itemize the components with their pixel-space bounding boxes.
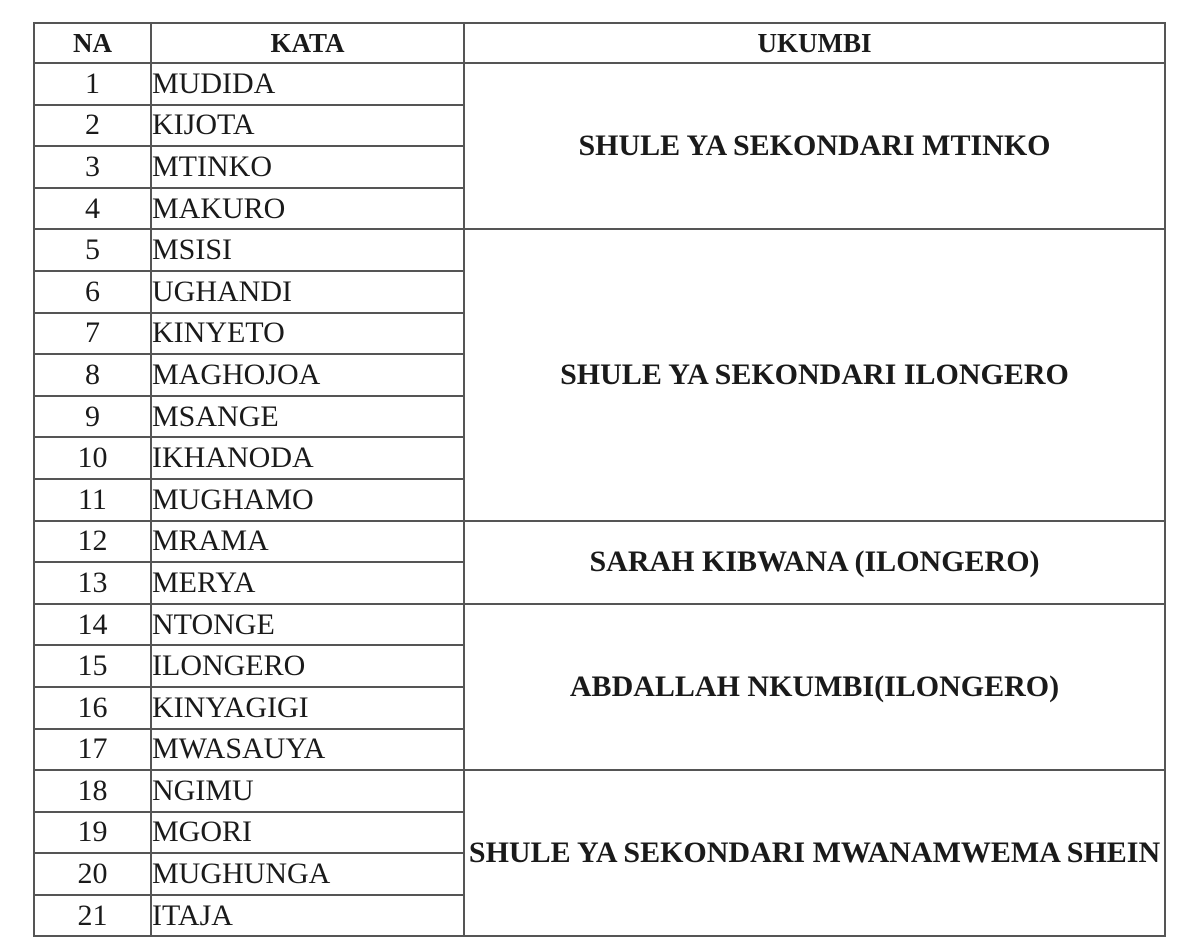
row-number: 14 xyxy=(34,604,151,646)
header-ukumbi: UKUMBI xyxy=(464,23,1165,63)
ward-name: KIJOTA xyxy=(151,105,464,147)
header-kata: KATA xyxy=(151,23,464,63)
wards-venues-table xyxy=(33,22,1166,937)
table-row xyxy=(34,63,1165,105)
row-number: 11 xyxy=(34,479,151,521)
row-number: 5 xyxy=(34,229,151,271)
header-na: NA xyxy=(34,23,151,63)
ward-name: NTONGE xyxy=(151,604,464,646)
row-number: 2 xyxy=(34,105,151,147)
ward-name: KINYAGIGI xyxy=(151,687,464,729)
row-number: 10 xyxy=(34,437,151,479)
row-number: 4 xyxy=(34,188,151,230)
ward-name: MSANGE xyxy=(151,396,464,438)
table-row xyxy=(34,604,1165,646)
ward-name: MUGHUNGA xyxy=(151,853,464,895)
ward-name: IKHANODA xyxy=(151,437,464,479)
ward-name: MGORI xyxy=(151,812,464,854)
row-number: 13 xyxy=(34,562,151,604)
venue-cell: ABDALLAH NKUMBI(ILONGERO) xyxy=(464,604,1165,770)
ward-name: MRAMA xyxy=(151,521,464,563)
ward-name: ILONGERO xyxy=(151,645,464,687)
table-row xyxy=(34,770,1165,812)
row-number: 21 xyxy=(34,895,151,937)
ward-name: UGHANDI xyxy=(151,271,464,313)
row-number: 7 xyxy=(34,313,151,355)
row-number: 12 xyxy=(34,521,151,563)
row-number: 18 xyxy=(34,770,151,812)
ward-name: MTINKO xyxy=(151,146,464,188)
ward-name: MUGHAMO xyxy=(151,479,464,521)
venue-cell: SHULE YA SEKONDARI MTINKO xyxy=(464,63,1165,229)
row-number: 6 xyxy=(34,271,151,313)
ward-name: MWASAUYA xyxy=(151,729,464,771)
ward-name: ITAJA xyxy=(151,895,464,937)
venue-cell: SHULE YA SEKONDARI ILONGERO xyxy=(464,229,1165,520)
ward-name: NGIMU xyxy=(151,770,464,812)
row-number: 15 xyxy=(34,645,151,687)
ward-name: MSISI xyxy=(151,229,464,271)
ward-name: KINYETO xyxy=(151,313,464,355)
table-header-row xyxy=(34,23,1165,63)
row-number: 3 xyxy=(34,146,151,188)
row-number: 19 xyxy=(34,812,151,854)
venue-cell: SHULE YA SEKONDARI MWANAMWEMA SHEIN xyxy=(464,770,1165,936)
row-number: 17 xyxy=(34,729,151,771)
ward-name: MUDIDA xyxy=(151,63,464,105)
row-number: 8 xyxy=(34,354,151,396)
table-row xyxy=(34,521,1165,563)
row-number: 1 xyxy=(34,63,151,105)
row-number: 16 xyxy=(34,687,151,729)
ward-name: MERYA xyxy=(151,562,464,604)
table-row xyxy=(34,229,1165,271)
row-number: 9 xyxy=(34,396,151,438)
venue-cell: SARAH KIBWANA (ILONGERO) xyxy=(464,521,1165,604)
row-number: 20 xyxy=(34,853,151,895)
ward-name: MAKURO xyxy=(151,188,464,230)
ward-name: MAGHOJOA xyxy=(151,354,464,396)
